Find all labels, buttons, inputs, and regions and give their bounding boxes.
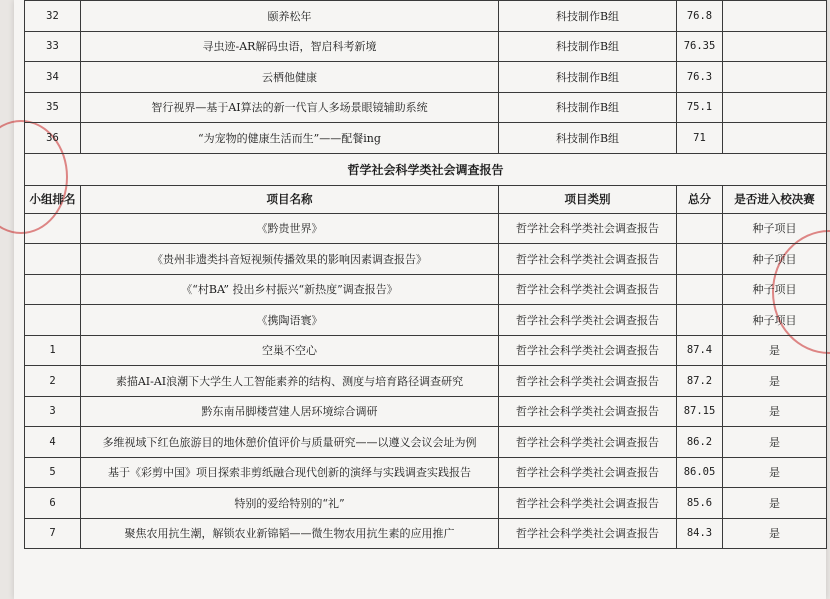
column-header-row (25, 185, 827, 213)
cell-rank: 7 (25, 518, 81, 549)
cell-name: 聚焦农用抗生潮，解锁农业新锦韬——微生物农用抗生素的应用推广 (81, 518, 499, 549)
cell-score: 86.2 (677, 427, 723, 458)
table-row (25, 427, 827, 458)
table-row (25, 1, 827, 32)
cell-score (677, 244, 723, 275)
table-row (25, 213, 827, 244)
cell-name: “为宠物的健康生活而生”——配餐ing (81, 123, 499, 154)
cell-score: 76.8 (677, 1, 723, 32)
cell-name: 《“村BA” 投出乡村振兴“新热度”调查报告》 (81, 274, 499, 305)
cell-score: 76.3 (677, 62, 723, 93)
section-title: 哲学社会科学类社会调查报告 (25, 153, 827, 185)
cell-final: 种子项目 (723, 244, 827, 275)
cell-category: 哲学社会科学类社会调查报告 (499, 427, 677, 458)
cell-name: 寻虫迹-AR解码虫语，智启科考新境 (81, 31, 499, 62)
cell-rank: 3 (25, 396, 81, 427)
cell-rank: 4 (25, 427, 81, 458)
cell-final (723, 31, 827, 62)
cell-final (723, 92, 827, 123)
cell-category: 哲学社会科学类社会调查报告 (499, 518, 677, 549)
cell-score: 86.05 (677, 457, 723, 488)
table-row (25, 92, 827, 123)
cell-score (677, 274, 723, 305)
cell-category: 哲学社会科学类社会调查报告 (499, 396, 677, 427)
cell-category: 科技制作B组 (499, 1, 677, 32)
cell-final: 是 (723, 396, 827, 427)
cell-name: 《贵州非遗类抖音短视频传播效果的影响因素调查报告》 (81, 244, 499, 275)
cell-category: 科技制作B组 (499, 62, 677, 93)
table-row (25, 488, 827, 519)
cell-final: 是 (723, 427, 827, 458)
social-section-header (25, 153, 827, 213)
cell-final: 是 (723, 457, 827, 488)
cell-category: 哲学社会科学类社会调查报告 (499, 305, 677, 336)
cell-category: 哲学社会科学类社会调查报告 (499, 488, 677, 519)
cell-category: 哲学社会科学类社会调查报告 (499, 366, 677, 397)
cell-name: 智行视界—基于AI算法的新一代盲人多场景眼镜辅助系统 (81, 92, 499, 123)
results-table (24, 0, 827, 549)
cell-rank (25, 274, 81, 305)
cell-name: 基于《彩剪中国》项目探索非剪纸融合现代创新的演绎与实践调查实践报告 (81, 457, 499, 488)
cell-name: 云栖他健康 (81, 62, 499, 93)
table-row (25, 244, 827, 275)
cell-score: 85.6 (677, 488, 723, 519)
cell-name: 空巢不空心 (81, 335, 499, 366)
cell-final (723, 62, 827, 93)
cell-rank: 34 (25, 62, 81, 93)
cell-category: 哲学社会科学类社会调查报告 (499, 213, 677, 244)
cell-rank: 5 (25, 457, 81, 488)
cell-score: 76.35 (677, 31, 723, 62)
cell-score: 84.3 (677, 518, 723, 549)
cell-rank: 35 (25, 92, 81, 123)
cell-name: 颐养松年 (81, 1, 499, 32)
cell-final: 种子项目 (723, 274, 827, 305)
cell-score: 87.4 (677, 335, 723, 366)
social-section (25, 213, 827, 549)
table-row (25, 457, 827, 488)
table-row (25, 305, 827, 336)
cell-rank: 2 (25, 366, 81, 397)
table-row (25, 518, 827, 549)
cell-category: 哲学社会科学类社会调查报告 (499, 274, 677, 305)
cell-rank: 36 (25, 123, 81, 154)
cell-rank: 32 (25, 1, 81, 32)
cell-score: 75.1 (677, 92, 723, 123)
col-header-final: 是否进入校决赛 (723, 185, 827, 213)
cell-category: 科技制作B组 (499, 123, 677, 154)
cell-final: 种子项目 (723, 213, 827, 244)
cell-rank (25, 213, 81, 244)
cell-final: 是 (723, 518, 827, 549)
table-row (25, 274, 827, 305)
table-row (25, 31, 827, 62)
cell-final: 是 (723, 488, 827, 519)
table-row (25, 335, 827, 366)
col-header-name: 项目名称 (81, 185, 499, 213)
cell-rank: 6 (25, 488, 81, 519)
cell-category: 科技制作B组 (499, 92, 677, 123)
cell-name: 《携陶语寰》 (81, 305, 499, 336)
cell-category: 哲学社会科学类社会调查报告 (499, 244, 677, 275)
table-row (25, 62, 827, 93)
cell-rank: 33 (25, 31, 81, 62)
cell-rank (25, 244, 81, 275)
cell-rank: 1 (25, 335, 81, 366)
cell-score (677, 305, 723, 336)
cell-final: 是 (723, 366, 827, 397)
cell-final (723, 123, 827, 154)
cell-category: 哲学社会科学类社会调查报告 (499, 335, 677, 366)
cell-category: 哲学社会科学类社会调查报告 (499, 457, 677, 488)
cell-name: 《黔贵世界》 (81, 213, 499, 244)
cell-final: 是 (723, 335, 827, 366)
cell-category: 科技制作B组 (499, 31, 677, 62)
cell-final: 种子项目 (723, 305, 827, 336)
table-row (25, 366, 827, 397)
cell-name: 素描AI-AI浪潮下大学生人工智能素养的结构、测度与培育路径调查研究 (81, 366, 499, 397)
document-page (14, 0, 826, 599)
tech-section (25, 1, 827, 154)
cell-final (723, 1, 827, 32)
cell-score: 87.15 (677, 396, 723, 427)
cell-rank (25, 305, 81, 336)
cell-name: 多维视域下红色旅游目的地休憩价值评价与质量研究——以遵义会议会址为例 (81, 427, 499, 458)
col-header-rank: 小组排名 (25, 185, 81, 213)
cell-score: 71 (677, 123, 723, 154)
col-header-score: 总分 (677, 185, 723, 213)
table-row (25, 396, 827, 427)
col-header-category: 项目类别 (499, 185, 677, 213)
cell-score (677, 213, 723, 244)
cell-name: 特别的爱给特别的“礼” (81, 488, 499, 519)
table-row (25, 123, 827, 154)
cell-score: 87.2 (677, 366, 723, 397)
cell-name: 黔东南吊脚楼营建人居环境综合调研 (81, 396, 499, 427)
